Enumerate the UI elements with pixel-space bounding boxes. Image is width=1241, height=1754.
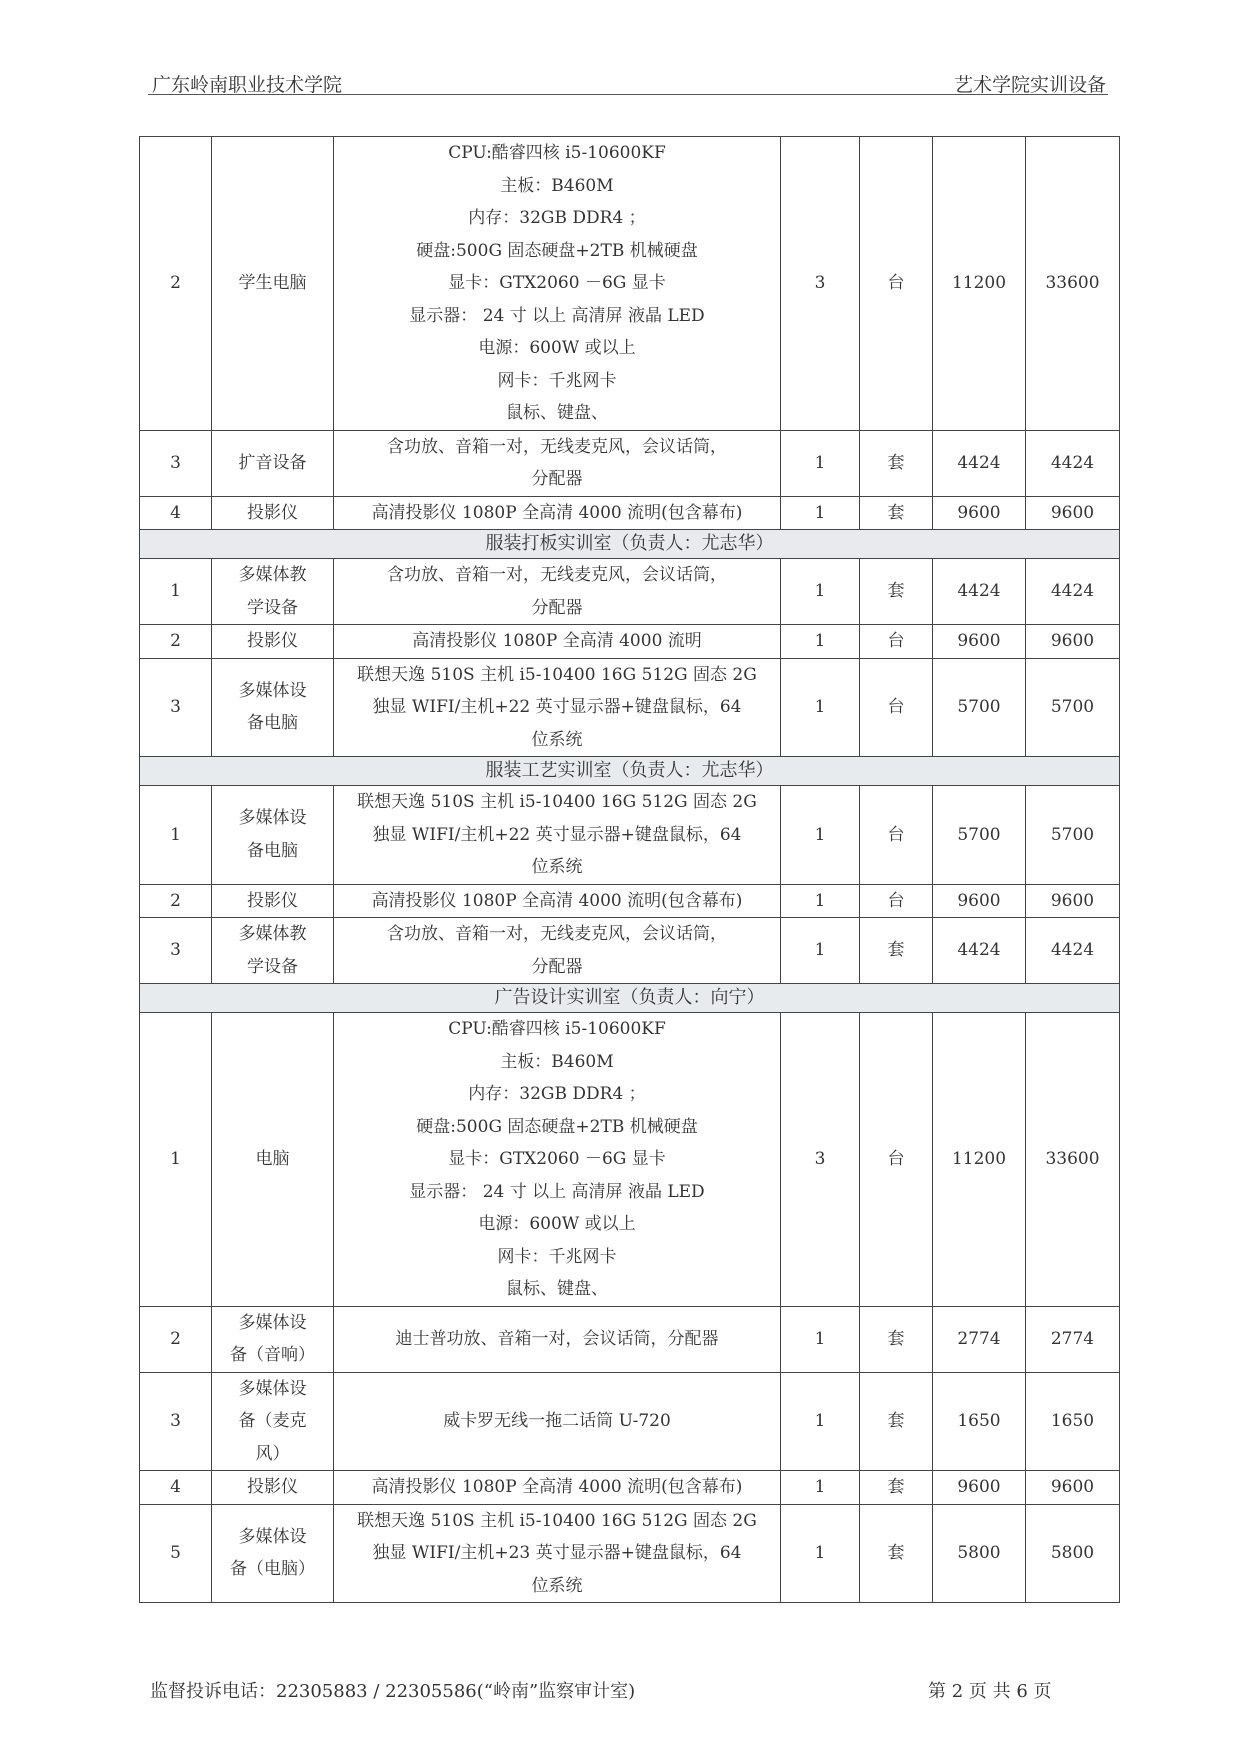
table-row (140, 496, 1120, 530)
spec-line: CPU:酷睿四核 i5-10600KF (448, 143, 666, 163)
item-quantity: 1 (781, 786, 860, 885)
item-unit-price: 9600 (933, 884, 1026, 918)
table-row (140, 918, 1120, 984)
row-number: 1 (140, 559, 212, 625)
item-spec (334, 625, 781, 659)
item-unit-price: 11200 (933, 137, 1026, 431)
spec-line: 网卡：千兆网卡 (497, 370, 617, 391)
spec-line: 硬盘:500G 固态硬盘+2TB 机械硬盘 (416, 240, 698, 261)
item-name: 多媒体教 学设备 (212, 918, 334, 984)
equipment-table (139, 136, 1120, 1603)
item-unit: 台 (860, 658, 933, 757)
item-unit-price: 2774 (933, 1306, 1026, 1372)
spec-line: 显示器： 24 寸 以上 高清屏 液晶 LED (409, 305, 705, 326)
row-number: 2 (140, 625, 212, 659)
item-spec (334, 1504, 781, 1603)
item-unit: 台 (860, 884, 933, 918)
item-spec (334, 918, 781, 984)
item-total: 9600 (1026, 1471, 1120, 1505)
item-quantity: 1 (781, 1306, 860, 1372)
row-number: 3 (140, 918, 212, 984)
table-row (140, 137, 1120, 431)
section-header-row (140, 984, 1120, 1013)
row-number: 1 (140, 1013, 212, 1307)
table-row (140, 1471, 1120, 1505)
section-header-row (140, 757, 1120, 786)
item-spec (334, 137, 781, 431)
row-number: 4 (140, 496, 212, 530)
item-unit: 台 (860, 1013, 933, 1307)
spec-line: CPU:酷睿四核 i5-10600KF (448, 1019, 666, 1039)
item-unit: 套 (860, 559, 933, 625)
item-total: 33600 (1026, 137, 1120, 431)
spec-line: 联想天逸 510S 主机 i5-10400 16G 512G 固态 2G (357, 664, 757, 685)
spec-line: 主板：B460M (500, 1051, 614, 1072)
item-unit-price: 4424 (933, 559, 1026, 625)
spec-line: 内存：32GB DDR4 ； (468, 1084, 646, 1104)
item-unit: 台 (860, 137, 933, 431)
item-spec (334, 1013, 781, 1307)
item-name: 电脑 (212, 1013, 334, 1307)
spec-line: 位系统 (531, 857, 583, 877)
item-name: 投影仪 (212, 1471, 334, 1505)
row-number: 4 (140, 1471, 212, 1505)
table-row (140, 430, 1120, 496)
item-unit: 套 (860, 1372, 933, 1471)
item-spec (334, 1372, 781, 1471)
spec-line: 分配器 (531, 469, 583, 489)
item-unit-price: 5800 (933, 1504, 1026, 1603)
item-unit: 套 (860, 1471, 933, 1505)
row-number: 3 (140, 430, 212, 496)
item-total: 5700 (1026, 786, 1120, 885)
spec-line: 独显 WIFI/主机+23 英寸显示器+键盘鼠标，64 (372, 1543, 742, 1563)
spec-line: 含功放、音箱一对，无线麦克风，会议话筒， (387, 565, 727, 585)
spec-line: 网卡：千兆网卡 (497, 1246, 617, 1267)
item-unit-price: 9600 (933, 496, 1026, 530)
spec-line: 显卡：GTX2060 －6G 显卡 (448, 273, 666, 293)
item-total: 4424 (1026, 918, 1120, 984)
item-quantity: 3 (781, 137, 860, 431)
item-spec (334, 884, 781, 918)
row-number: 5 (140, 1504, 212, 1603)
item-unit-price: 4424 (933, 430, 1026, 496)
item-unit-price: 9600 (933, 1471, 1026, 1505)
table-row (140, 884, 1120, 918)
item-spec (334, 496, 781, 530)
item-quantity: 1 (781, 1504, 860, 1603)
item-name: 多媒体设 备（音响） (212, 1306, 334, 1372)
item-quantity: 1 (781, 430, 860, 496)
item-spec (334, 786, 781, 885)
item-unit: 套 (860, 1306, 933, 1372)
item-total: 33600 (1026, 1013, 1120, 1307)
row-number: 1 (140, 786, 212, 885)
table-row (140, 1504, 1120, 1603)
item-name: 多媒体设 备（麦克 风） (212, 1372, 334, 1471)
item-name: 投影仪 (212, 496, 334, 530)
spec-line: 联想天逸 510S 主机 i5-10400 16G 512G 固态 2G (357, 1510, 757, 1531)
spec-line: 威卡罗无线一拖二话筒 U-720 (443, 1411, 671, 1431)
table-row (140, 786, 1120, 885)
item-quantity: 1 (781, 496, 860, 530)
spec-line: 电源：600W 或以上 (478, 1214, 636, 1234)
spec-line: 电源：600W 或以上 (478, 338, 636, 358)
footer-page-number: 第 2 页 共 6 页 (928, 1681, 1052, 1702)
header-doc-title: 艺术学院实训设备 (953, 74, 1106, 96)
item-quantity: 1 (781, 559, 860, 625)
item-quantity: 1 (781, 658, 860, 757)
item-name: 学生电脑 (212, 137, 334, 431)
spec-line: 分配器 (531, 597, 583, 618)
item-unit: 套 (860, 430, 933, 496)
item-name: 投影仪 (212, 625, 334, 659)
item-name: 多媒体设 备（电脑） (212, 1504, 334, 1603)
item-unit-price: 5700 (933, 658, 1026, 757)
section-header-row (140, 530, 1120, 559)
table-row (140, 1372, 1120, 1471)
item-quantity: 3 (781, 1013, 860, 1307)
item-name: 多媒体教 学设备 (212, 559, 334, 625)
row-number: 3 (140, 658, 212, 757)
table-row (140, 1013, 1120, 1307)
item-unit: 台 (860, 625, 933, 659)
spec-line: 显卡：GTX2060 －6G 显卡 (448, 1149, 666, 1169)
item-unit-price: 4424 (933, 918, 1026, 984)
item-unit: 套 (860, 496, 933, 530)
table-row (140, 559, 1120, 625)
footer-complaint-phone: 监督投诉电话：22305883 / 22305586(“岭南”监察审计室) (150, 1681, 636, 1702)
item-quantity: 1 (781, 918, 860, 984)
spec-line: 鼠标、键盘、 (506, 403, 608, 423)
item-total: 5800 (1026, 1504, 1120, 1603)
item-unit-price: 1650 (933, 1372, 1026, 1471)
item-spec (334, 658, 781, 757)
row-number: 2 (140, 137, 212, 431)
item-quantity: 1 (781, 625, 860, 659)
row-number: 2 (140, 884, 212, 918)
row-number: 3 (140, 1372, 212, 1471)
item-spec (334, 1471, 781, 1505)
spec-line: 分配器 (531, 956, 583, 977)
spec-line: 迪士普功放、音箱一对，会议话筒，分配器 (395, 1328, 719, 1349)
item-name: 投影仪 (212, 884, 334, 918)
item-total: 9600 (1026, 496, 1120, 530)
item-unit: 套 (860, 1504, 933, 1603)
item-name: 多媒体设 备电脑 (212, 786, 334, 885)
item-name: 扩音设备 (212, 430, 334, 496)
spec-line: 含功放、音箱一对，无线麦克风，会议话筒， (387, 436, 727, 457)
item-unit-price: 11200 (933, 1013, 1026, 1307)
item-quantity: 1 (781, 1372, 860, 1471)
item-unit: 套 (860, 918, 933, 984)
spec-line: 高清投影仪 1080P 全高清 4000 流明 (412, 631, 702, 651)
item-total: 1650 (1026, 1372, 1120, 1471)
item-quantity: 1 (781, 884, 860, 918)
item-unit-price: 9600 (933, 625, 1026, 659)
spec-line: 高清投影仪 1080P 全高清 4000 流明(包含幕布) (371, 890, 743, 911)
spec-line: 位系统 (531, 729, 583, 750)
item-quantity: 1 (781, 1471, 860, 1505)
table-row (140, 1306, 1120, 1372)
item-spec (334, 430, 781, 496)
item-name: 多媒体设 备电脑 (212, 658, 334, 757)
spec-line: 高清投影仪 1080P 全高清 4000 流明(包含幕布) (371, 502, 743, 523)
spec-line: 联想天逸 510S 主机 i5-10400 16G 512G 固态 2G (357, 792, 757, 812)
spec-line: 显示器： 24 寸 以上 高清屏 液晶 LED (409, 1181, 705, 1202)
spec-line: 鼠标、键盘、 (506, 1279, 608, 1299)
header-institution: 广东岭南职业技术学院 (152, 74, 343, 96)
item-total: 9600 (1026, 884, 1120, 918)
item-total: 5700 (1026, 658, 1120, 757)
item-total: 4424 (1026, 430, 1120, 496)
item-spec (334, 1306, 781, 1372)
item-unit-price: 5700 (933, 786, 1026, 885)
section-title: 服装工艺实训室（负责人：尤志华） (140, 757, 1120, 786)
item-spec (334, 559, 781, 625)
row-number: 2 (140, 1306, 212, 1372)
item-total: 2774 (1026, 1306, 1120, 1372)
spec-line: 含功放、音箱一对，无线麦克风，会议话筒， (387, 924, 727, 944)
header-divider (148, 94, 1108, 95)
spec-line: 独显 WIFI/主机+22 英寸显示器+键盘鼠标，64 (372, 824, 742, 845)
spec-line: 硬盘:500G 固态硬盘+2TB 机械硬盘 (416, 1116, 698, 1137)
spec-line: 主板：B460M (500, 175, 614, 196)
table-row (140, 658, 1120, 757)
spec-line: 内存：32GB DDR4 ； (468, 208, 646, 228)
equipment-table-body (140, 137, 1120, 1603)
section-title: 广告设计实训室（负责人：向宁） (140, 984, 1120, 1013)
spec-line: 高清投影仪 1080P 全高清 4000 流明(包含幕布) (371, 1477, 743, 1497)
section-title: 服装打板实训室（负责人：尤志华） (140, 530, 1120, 559)
spec-line: 位系统 (531, 1575, 583, 1596)
item-total: 4424 (1026, 559, 1120, 625)
item-total: 9600 (1026, 625, 1120, 659)
item-unit: 台 (860, 786, 933, 885)
spec-line: 独显 WIFI/主机+22 英寸显示器+键盘鼠标，64 (372, 697, 742, 717)
table-row (140, 625, 1120, 659)
